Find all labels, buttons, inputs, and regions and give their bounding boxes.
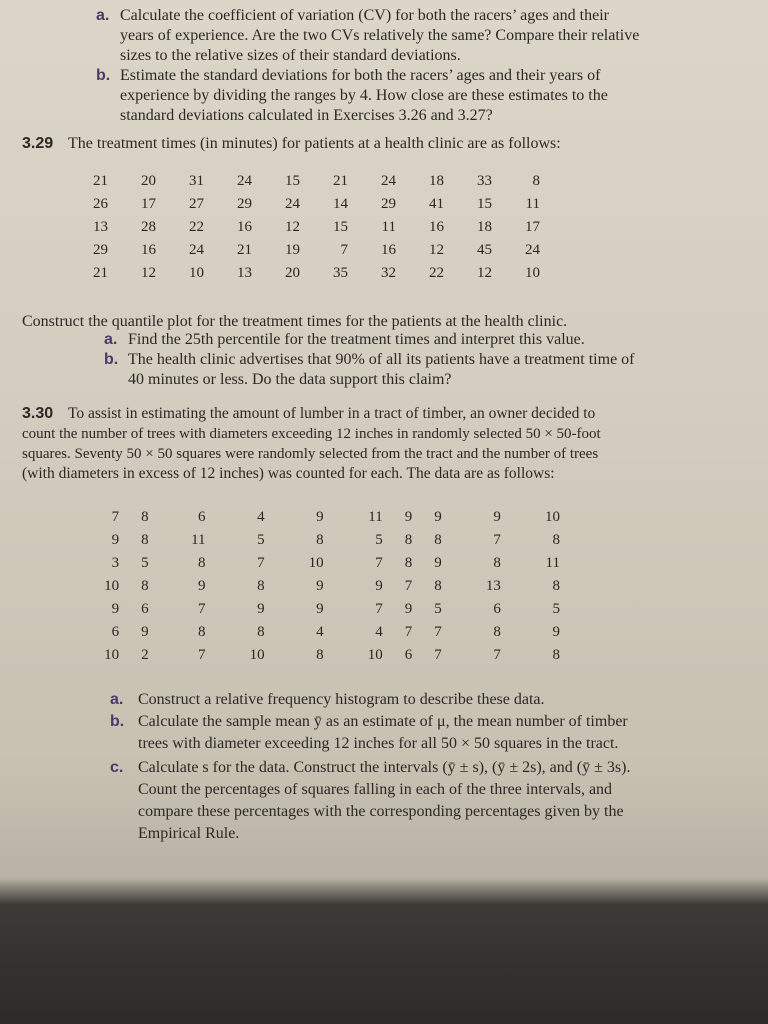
table-cell: 5 [375,532,383,548]
table-row [60,552,560,575]
table-cell: 15 [333,219,348,235]
table-cell: 7 [493,532,501,548]
table-row [60,216,540,239]
table-row [60,170,540,193]
table-cell: 24 [237,173,252,189]
table-cell: 29 [237,196,252,212]
exercise-3-30-part-c-line: Empirical Rule. [138,825,240,842]
table-cell: 35 [333,265,348,281]
table-row [60,262,540,285]
table-cell: 11 [368,509,383,525]
table-cell: 10 [545,509,560,525]
prev-part-a-line: years of experience. Are the two CVs relatively the same? Compare their relative [120,27,640,44]
table-cell: 24 [381,173,396,189]
table-cell: 24 [285,196,300,212]
table-cell: 16 [429,219,444,235]
table-cell: 12 [477,265,492,281]
table-cell: 8 [257,578,265,594]
table-cell: 8 [141,578,149,594]
table-cell: 8 [404,555,413,571]
table-cell: 11 [381,219,396,235]
table-cell: 8 [141,509,149,525]
table-cell: 10 [525,265,540,281]
table-cell: 10 [249,647,265,663]
prev-part-a-line: Calculate the coefficient of variation (CV) for both the racers’ ages and their [120,7,609,24]
table-cell: 6 [493,601,501,617]
treatment-times-table [60,170,540,285]
table-row [60,239,540,262]
table-cell: 9 [316,578,324,594]
table-cell: 7 [340,242,348,258]
exercise-3-30-stem-line: To assist in estimating the amount of lumber in a tract of timber, an owner decided to [68,405,596,422]
table-cell: 2 [141,647,149,663]
table-cell: 8 [493,555,501,571]
prev-part-a-line: sizes to the relative sizes of their standard deviations. [120,47,461,64]
table-cell: 5 [141,555,149,571]
table-cell: 7 [198,601,206,617]
table-cell: 7 [257,555,265,571]
exercise-3-29-part-b-line: 40 minutes or less. Do the data support this claim? [128,371,452,388]
exercise-3-29-part-a-label: a. [104,331,118,348]
table-cell: 8 [434,578,442,594]
exercise-3-29-part-a: Find the 25th percentile for the treatment times and interpret this value. [128,331,585,348]
table-cell: 16 [141,242,156,258]
table-cell: 21 [333,173,348,189]
table-cell: 27 [189,196,204,212]
exercise-3-30-part-c-line: compare these percentages with the corresponding percentages given by the [138,803,624,820]
table-row [60,644,560,667]
table-cell: 8 [552,578,560,594]
table-cell: 10 [104,647,120,663]
exercise-3-30-part-b-line: trees with diameter exceeding 12 inches for all 50 × 50 squares in the tract. [138,735,619,752]
table-cell: 8 [198,624,206,640]
table-cell: 8 [316,647,324,663]
table-cell: 6 [198,509,206,525]
table-cell: 18 [477,219,492,235]
table-cell: 7 [375,601,383,617]
prev-part-b-line: Estimate the standard deviations for both the racers’ ages and their years of [120,67,601,84]
table-cell: 6 [141,601,149,617]
table-cell: 8 [552,647,560,663]
table-cell: 10 [104,578,120,594]
table-cell: 9 [257,601,265,617]
table-cell: 18 [429,173,444,189]
prev-part-b-line: standard deviations calculated in Exercises 3.26 and 3.27? [120,107,493,124]
table-cell: 32 [381,265,396,281]
table-cell: 8 [316,532,324,548]
exercise-3-30-stem-line: count the number of trees with diameters exceeding 12 inches in randomly selected 50 × 50-foot [22,426,601,442]
table-row [60,193,540,216]
table-cell: 22 [189,219,204,235]
table-cell: 11 [191,532,206,548]
table-cell: 9 [198,578,206,594]
exercise-3-29-stem: The treatment times (in minutes) for patients at a health clinic are as follows: [68,135,561,152]
table-cell: 15 [477,196,492,212]
table-cell: 6 [111,624,120,640]
table-cell: 29 [381,196,396,212]
exercise-number-3-30: 3.30 [22,405,54,422]
table-cell: 9 [141,624,149,640]
table-cell: 8 [198,555,206,571]
table-cell: 9 [434,509,442,525]
table-cell: 7 [198,647,206,663]
tree-counts-table [60,506,560,667]
table-cell: 10 [189,265,204,281]
exercise-3-30-part-b-line: Calculate the sample mean ȳ as an estimate of μ, the mean number of timber [138,713,628,730]
table-cell: 7 [404,578,413,594]
exercise-3-29-part-b-line: The health clinic advertises that 90% of all its patients have a treatment time of [128,351,635,368]
table-cell: 4 [375,624,383,640]
exercise-3-30-part-a-label: a. [110,691,124,708]
table-row [60,506,560,529]
table-cell: 19 [285,242,300,258]
table-cell: 10 [367,647,383,663]
table-cell: 8 [257,624,265,640]
table-cell: 9 [434,555,442,571]
table-cell: 12 [429,242,444,258]
exercise-3-30-part-a: Construct a relative frequency histogram to describe these data. [138,691,545,708]
table-cell: 4 [257,509,265,525]
prev-part-b-line: experience by dividing the ranges by 4. How close are these estimates to the [120,87,608,104]
table-cell: 22 [429,265,444,281]
table-row [60,529,560,552]
table-cell: 21 [93,265,108,281]
table-cell: 17 [525,219,540,235]
table-cell: 5 [552,601,560,617]
exercise-3-30-part-c-line: Calculate s for the data. Construct the intervals (ȳ ± s), (ȳ ± 2s), and (ȳ ± 3s). [138,759,631,776]
table-cell: 6 [404,647,413,663]
table-cell: 12 [141,265,156,281]
table-cell: 21 [237,242,252,258]
table-cell: 17 [141,196,156,212]
table-cell: 5 [257,532,265,548]
table-cell: 9 [404,601,413,617]
dark-background-shadow [0,878,768,1024]
exercise-3-29-instruction: Construct the quantile plot for the treatment times for the patients at the health clinic. [22,313,568,330]
table-cell: 7 [493,647,501,663]
table-cell: 14 [333,196,348,212]
table-cell: 8 [434,532,442,548]
table-cell: 9 [552,624,560,640]
table-cell: 7 [375,555,383,571]
table-cell: 8 [552,532,560,548]
table-cell: 21 [93,173,108,189]
table-cell: 9 [316,509,324,525]
exercise-3-30-stem-line: (with diameters in excess of 12 inches) was counted for each. The data are as follows: [22,465,555,482]
table-cell: 9 [111,601,120,617]
exercise-3-30-part-c-line: Count the percentages of squares falling in each of the three intervals, and [138,781,613,798]
table-cell: 9 [111,532,120,548]
table-cell: 12 [285,219,300,235]
table-cell: 13 [485,578,501,594]
table-cell: 28 [141,219,156,235]
table-cell: 20 [141,173,156,189]
table-cell: 45 [477,242,492,258]
table-cell: 7 [434,624,442,640]
table-cell: 13 [237,265,252,281]
table-cell: 29 [93,242,108,258]
exercise-3-30-part-b-label: b. [110,713,125,730]
table-cell: 16 [381,242,396,258]
table-cell: 8 [532,173,540,189]
table-cell: 10 [308,555,324,571]
table-cell: 5 [434,601,442,617]
table-row [60,621,560,644]
table-cell: 9 [316,601,324,617]
exercise-3-30-stem-line: squares. Seventy 50 × 50 squares were randomly selected from the tract and the number of trees [22,446,599,462]
table-cell: 24 [189,242,204,258]
exercise-3-30-part-c-label: c. [110,759,124,776]
table-cell: 11 [545,555,560,571]
table-cell: 41 [429,196,444,212]
table-cell: 9 [404,509,413,525]
table-cell: 33 [477,173,492,189]
table-cell: 3 [111,555,120,571]
table-cell: 8 [493,624,501,640]
prev-part-b-label: b. [96,67,111,84]
table-cell: 9 [375,578,383,594]
table-cell: 11 [525,196,540,212]
table-row [60,575,560,598]
table-cell: 24 [525,242,540,258]
table-cell: 4 [316,624,324,640]
table-cell: 7 [434,647,442,663]
table-cell: 8 [141,532,149,548]
table-cell: 15 [285,173,300,189]
prev-part-a-label: a. [96,7,110,24]
table-cell: 20 [285,265,300,281]
table-row [60,598,560,621]
exercise-number-3-29: 3.29 [22,135,54,152]
table-cell: 7 [111,509,120,525]
table-cell: 26 [93,196,108,212]
table-cell: 13 [93,219,108,235]
table-cell: 8 [404,532,413,548]
table-cell: 7 [404,624,413,640]
table-cell: 9 [493,509,501,525]
exercise-3-29-part-b-label: b. [104,351,119,368]
table-cell: 31 [189,173,204,189]
table-cell: 16 [237,219,252,235]
